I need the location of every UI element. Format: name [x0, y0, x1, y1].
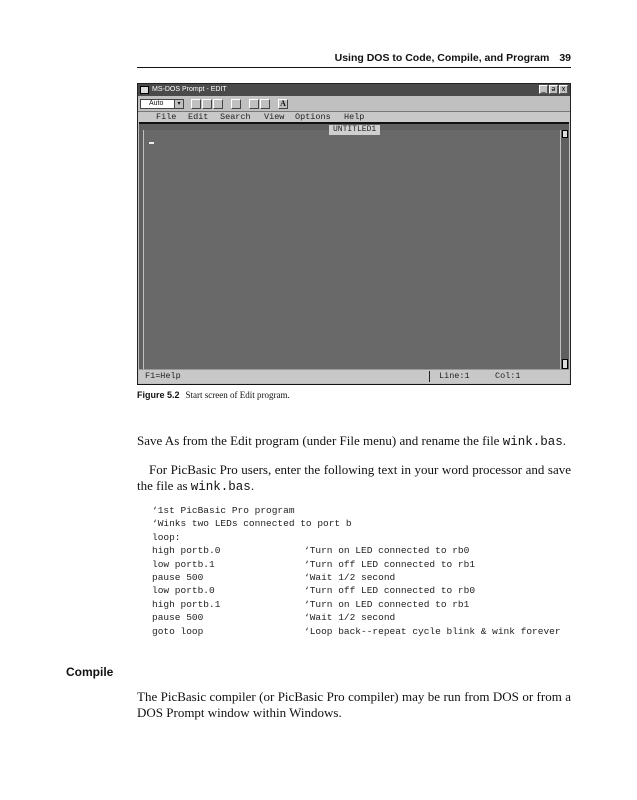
scroll-down-icon[interactable] [562, 359, 568, 369]
paragraph-compile: The PicBasic compiler (or PicBasic Pro compiler) may be run from DOS or from a DOS Prompt window within Windows. [137, 689, 571, 720]
figure-caption [137, 390, 290, 400]
section-heading-compile: Compile [66, 665, 114, 679]
editor-frame [139, 122, 569, 372]
status-line: Line:1 [439, 371, 470, 381]
window-title: MS-DOS Prompt - EDIT [152, 86, 227, 93]
document-title: UNTITLED1 [329, 125, 380, 135]
status-separator [429, 371, 430, 382]
caption-label: Figure 5.2 [137, 390, 180, 400]
code-comment: ‘Loop back--repeat cycle blink & wink forever [304, 625, 561, 637]
code-line [152, 504, 352, 517]
paragraph-text: . [250, 478, 255, 493]
paste-icon[interactable] [213, 99, 223, 109]
copy-icon[interactable] [202, 99, 212, 109]
code-text: ‘1st PicBasic Pro program [152, 505, 295, 516]
code-line [152, 558, 476, 571]
running-head-title: Using DOS to Code, Compile, and Program [334, 52, 550, 64]
paragraph-text: Save As from the Edit program (under File menu) and rename the file [137, 433, 500, 448]
close-icon[interactable]: x [559, 85, 568, 94]
status-help: F1=Help [145, 371, 181, 381]
code-comment: ‘Turn on LED connected to rb0 [304, 545, 470, 557]
code-text: high portb.0 [152, 545, 221, 557]
minimize-icon[interactable]: _ [539, 85, 548, 94]
code-text: pause 500 [152, 612, 204, 624]
code-line [152, 571, 396, 584]
code-text: low portb.0 [152, 585, 215, 597]
menu-search[interactable]: Search [220, 112, 251, 122]
menu-edit[interactable]: Edit [188, 112, 209, 122]
text-cursor [149, 142, 154, 144]
code-text: goto loop [152, 625, 204, 637]
code-text: high portb.1 [152, 598, 221, 610]
code-line [152, 531, 352, 544]
code-text: ‘Winks two LEDs connected to port b [152, 518, 352, 530]
code-line [152, 544, 470, 557]
status-col: Col:1 [495, 371, 521, 381]
code-line [152, 598, 470, 611]
code-text: loop: [152, 531, 181, 543]
mark-icon[interactable] [191, 99, 201, 109]
code-line [152, 584, 476, 597]
inline-code: wink.bas [190, 480, 251, 494]
code-listing [152, 504, 561, 638]
code-comment: ‘Turn off LED connected to rb1 [304, 558, 476, 570]
paragraph-save-as [137, 433, 571, 450]
menu-file[interactable]: File [156, 112, 177, 122]
header-rule [137, 67, 571, 68]
code-comment: ‘Wait 1/2 second [304, 612, 396, 624]
font-size-value: Auto [149, 100, 164, 107]
code-line [152, 517, 352, 530]
dropdown-arrow-icon[interactable]: ▾ [174, 100, 183, 108]
running-head [335, 52, 571, 64]
dos-window-screenshot [137, 83, 571, 385]
font-size-select[interactable] [140, 99, 184, 109]
editor-statusbar [139, 369, 569, 383]
code-line [152, 611, 396, 624]
scroll-up-icon[interactable] [562, 130, 568, 138]
page-number: 39 [559, 52, 571, 64]
window-titlebar [138, 84, 570, 96]
menu-help[interactable]: Help [344, 112, 365, 122]
code-line [152, 625, 561, 638]
inline-code: wink.bas [502, 435, 563, 449]
background-icon[interactable] [260, 99, 270, 109]
window-controls [539, 85, 568, 94]
code-comment: ‘Turn on LED connected to rb1 [304, 598, 470, 610]
msdos-app-icon [140, 86, 149, 94]
maximize-icon[interactable]: ə [549, 85, 558, 94]
font-icon[interactable]: A [278, 99, 288, 109]
edit-menubar [138, 112, 570, 122]
fullscreen-icon[interactable] [231, 99, 241, 109]
menu-options[interactable]: Options [295, 112, 331, 122]
properties-icon[interactable] [249, 99, 259, 109]
dos-toolbar [138, 97, 570, 112]
code-comment: ‘Wait 1/2 second [304, 571, 396, 583]
editor-text-area[interactable] [143, 125, 561, 369]
code-text: low portb.1 [152, 558, 215, 570]
paragraph-text: For PicBasic Pro users, enter the following text in your word processor and save the file as [137, 462, 571, 493]
paragraph-picbasic-pro [137, 462, 571, 495]
code-text: pause 500 [152, 571, 204, 583]
code-comment: ‘Turn off LED connected to rb0 [304, 585, 476, 597]
caption-text: Start screen of Edit program. [185, 390, 290, 400]
menu-view[interactable]: View [264, 112, 285, 122]
caption-rule [137, 384, 571, 385]
paragraph-text: . [562, 433, 566, 448]
